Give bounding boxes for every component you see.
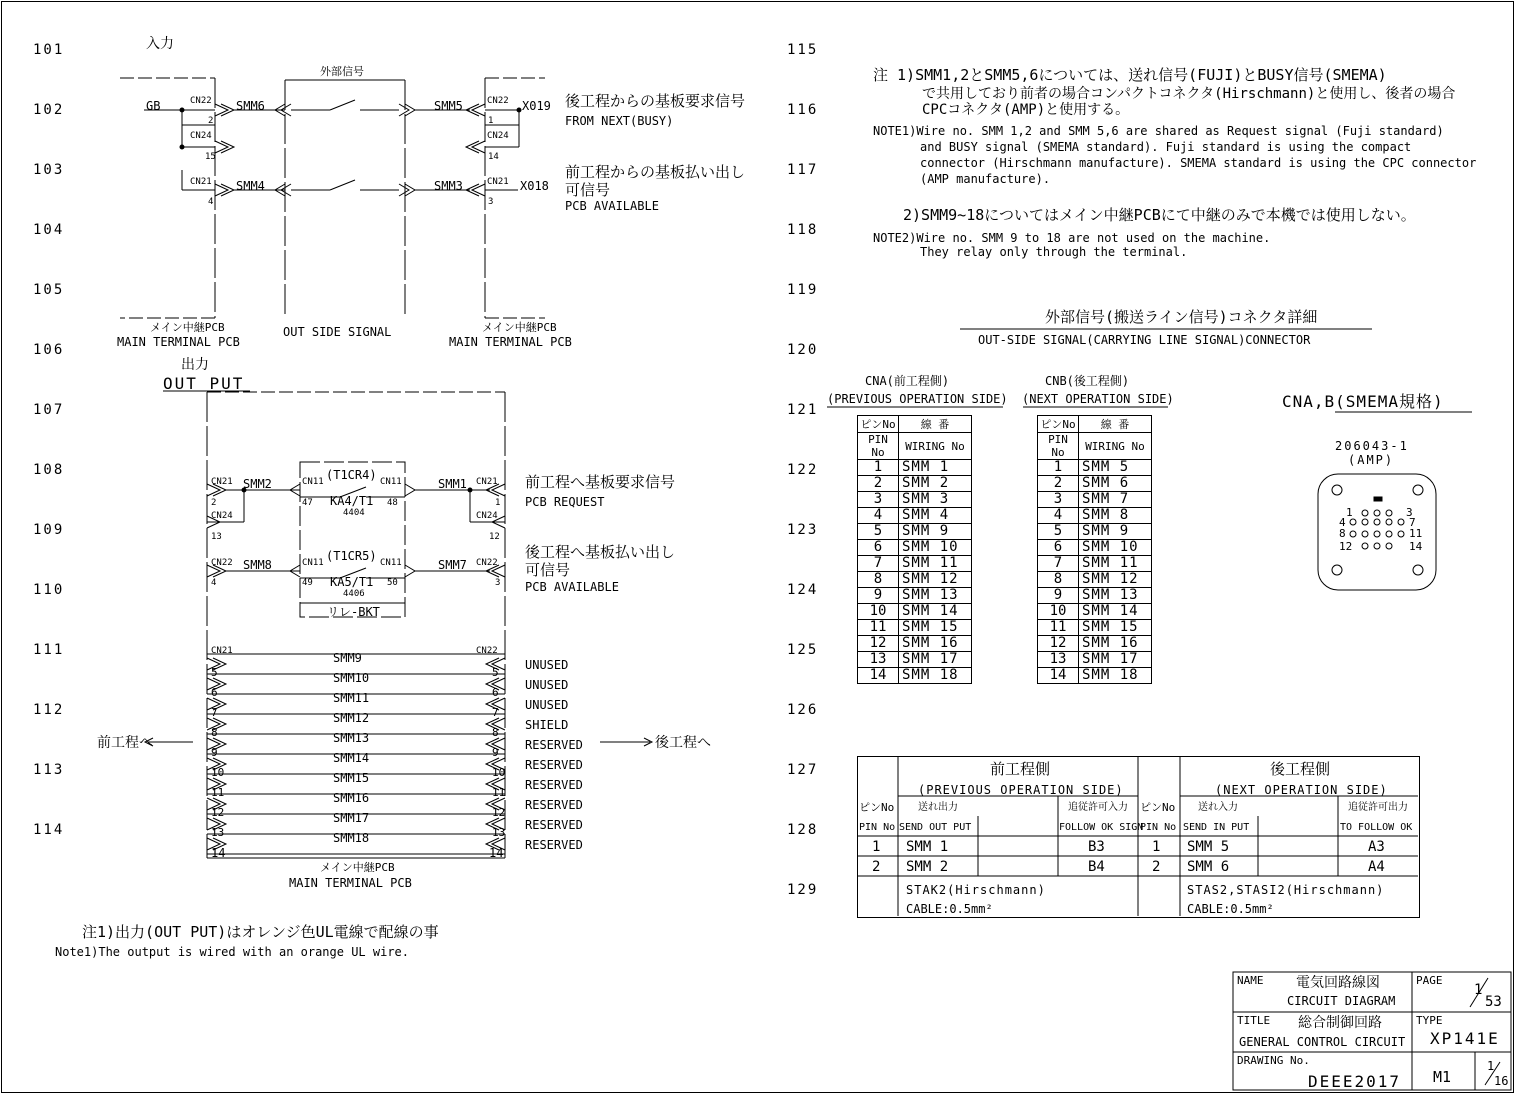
pin-number: 6 — [858, 540, 899, 556]
output-title-jp: 出力 — [181, 357, 209, 373]
prev-side-jp: 前工程側 — [990, 760, 1051, 778]
cn22-right: CN22 — [487, 96, 509, 106]
bus-wire-label: SMM18 — [333, 831, 370, 845]
pin-number: 1 — [858, 460, 899, 476]
tb-title-label: TITLE — [1237, 1014, 1271, 1027]
out-smm1: SMM1 — [438, 477, 467, 491]
out-pin-12: 12 — [489, 532, 500, 542]
pin-number: 5 — [1038, 524, 1079, 540]
wiring-number: SMM 4 — [899, 508, 972, 524]
cna-title-en: (PREVIOUS OPERATION SIDE) — [827, 392, 1008, 406]
wiring-number: SMM 12 — [1079, 572, 1152, 588]
out-smm2: SMM2 — [243, 477, 272, 491]
out-cn21-b: CN21 — [476, 477, 498, 487]
bt-send-in: SMM 5 — [1187, 839, 1230, 855]
output-sig2-en: PCB AVAILABLE — [525, 580, 619, 594]
wiring-number: SMM 14 — [899, 604, 972, 620]
wire-header-jp: 線 番 — [1079, 416, 1152, 433]
relay4-cn11-right: CN11 — [380, 477, 402, 487]
relay-bkt: リレ-BKT — [327, 605, 380, 619]
wiring-number: SMM 10 — [899, 540, 972, 556]
pin-number: 5 — [858, 524, 899, 540]
row-number: 127 — [787, 762, 819, 778]
out-cn22-a: CN22 — [211, 558, 233, 568]
wiring-number: SMM 16 — [1079, 636, 1152, 652]
wiring-number: SMM 13 — [1079, 588, 1152, 604]
bt-pin-b: 1 — [1152, 839, 1161, 855]
wiring-number: SMM 15 — [899, 620, 972, 636]
bus-wire-label: SMM10 — [333, 671, 370, 685]
note1-en3: connector (Hirschmann manufacture). SMEMA standard is using the CPC connector — [920, 156, 1477, 170]
tb-page-num: 1 — [1474, 982, 1483, 998]
note1-jp1: 注 1)SMM1,2とSMM5,6については、送れ信号(FUJI)とBUSY信号(SMEMA) — [873, 66, 1387, 84]
note2-jp: 2)SMM9~18についてはメイン中継PCBにて中継のみで本機では使用しない。 — [903, 206, 1416, 224]
bt-to-follow-en: TO FOLLOW OK — [1340, 822, 1413, 833]
left-note-en: Note1)The output is wired with an orange UL wire. — [55, 945, 410, 959]
pin-number: 4 — [1038, 508, 1079, 524]
tb-drawing-no: DEEE2017 — [1308, 1072, 1402, 1091]
row-number: 101 — [33, 42, 65, 58]
outside-signal-en: OUT SIDE SIGNAL — [283, 325, 392, 339]
out-cn22-b: CN22 — [476, 558, 498, 568]
pin-header-jp: ピンNo — [1038, 416, 1079, 433]
bus-pin-left: 9 — [211, 746, 218, 759]
note1-en4: (AMP manufacture). — [920, 172, 1051, 186]
input-title: 入力 — [146, 36, 174, 52]
out-cn24-b: CN24 — [476, 511, 498, 521]
wiring-number: SMM 18 — [1079, 668, 1152, 684]
bt-to-follow-jp: 追従許可出力 — [1348, 802, 1408, 813]
pin-number: 3 — [1038, 492, 1079, 508]
connector-pin-label: 3 — [1406, 506, 1413, 519]
pin-header-en: PIN No — [1038, 433, 1079, 460]
row-number: 106 — [33, 342, 65, 358]
tb-name-label: NAME — [1237, 974, 1264, 987]
bt-pin-jp-a: ピンNo — [859, 801, 895, 814]
bt-pin-a: 1 — [872, 839, 881, 855]
bt-pin-jp-b: ピンNo — [1140, 801, 1176, 814]
main-pcb-en-left: MAIN TERMINAL PCB — [117, 335, 240, 349]
bus-pin-left: 11 — [211, 786, 225, 799]
bus-pin-right: 12 — [492, 806, 506, 819]
bt-pin-en-a: PIN No — [859, 822, 896, 833]
note1-jp2: で共用しており前者の場合コンパクトコネクタ(Hirschmann)と使用し、後者の場合 — [922, 86, 1456, 102]
row-number: 124 — [787, 582, 819, 598]
row-number: 110 — [33, 582, 65, 598]
input-sig2-jp1: 前工程からの基板払い出し — [565, 163, 746, 181]
bt-follow-ok-jp: 追従許可入力 — [1068, 802, 1128, 813]
relay5-name: (T1CR5) — [326, 549, 377, 563]
note1-en1: NOTE1)Wire no. SMM 1,2 and SMM 5,6 are shared as Request signal (Fuji standard) — [873, 124, 1444, 138]
bus-pin-14-left: 14 — [211, 846, 226, 860]
tb-page-label: PAGE — [1416, 974, 1443, 987]
pin-14-right: 14 — [488, 152, 499, 162]
tb-title-en: GENERAL CONTROL CIRCUIT — [1239, 1035, 1406, 1049]
next-side-jp: 後工程側 — [1270, 760, 1331, 778]
row-number: 129 — [787, 882, 819, 898]
bus-wire-label: SMM11 — [333, 691, 370, 705]
pin-number: 9 — [858, 588, 899, 604]
connector-pin-label: 14 — [1409, 540, 1423, 553]
pin-number: 7 — [858, 556, 899, 572]
bus-cn22: CN22 — [476, 646, 498, 656]
note1-en2: and BUSY signal (SMEMA standard). Fuji standard is using the compact — [920, 140, 1412, 154]
wiring-number: SMM 11 — [899, 556, 972, 572]
left-note-jp: 注1)出力(OUT PUT)はオレンジ色UL電線で配線の事 — [82, 923, 439, 941]
out-smm7: SMM7 — [438, 558, 467, 572]
out-smm8: SMM8 — [243, 558, 272, 572]
row-number: 118 — [787, 222, 819, 238]
relay5-num: 4406 — [343, 589, 365, 599]
bus-status: SHIELD — [525, 718, 569, 732]
row-number: 115 — [787, 42, 819, 58]
part-number: 206043-1 — [1335, 439, 1409, 453]
pin-header-en: PIN No — [858, 433, 899, 460]
to-next-label: 後工程へ — [655, 735, 711, 751]
row-number: 122 — [787, 462, 819, 478]
cable-label-b: CABLE:0.5mm² — [1187, 902, 1274, 916]
tb-type-value: XP141E — [1430, 1029, 1500, 1048]
pin-number: 1 — [1038, 460, 1079, 476]
cn24-right: CN24 — [487, 131, 509, 141]
bus-status: RESERVED — [525, 798, 583, 812]
note2-en1: NOTE2)Wire no. SMM 9 to 18 are not used on the machine. — [873, 231, 1271, 245]
pin-number: 10 — [1038, 604, 1079, 620]
bt-pin-a: 2 — [872, 859, 881, 875]
connector-pin-label: 12 — [1339, 540, 1353, 553]
relay4-name: (T1CR4) — [326, 468, 377, 482]
prev-side-en: (PREVIOUS OPERATION SIDE) — [918, 783, 1124, 797]
outside-signal-jp: 外部信号 — [320, 65, 364, 78]
main-pcb-jp-left: メイン中継PCB — [150, 321, 225, 334]
bus-status: UNUSED — [525, 678, 569, 692]
bus-status: RESERVED — [525, 818, 583, 832]
wiring-number: SMM 8 — [1079, 508, 1152, 524]
row-number: 112 — [33, 702, 65, 718]
to-prev-label: 前工程へ — [97, 735, 153, 751]
pin-number: 8 — [1038, 572, 1079, 588]
out-pin-13: 13 — [211, 532, 222, 542]
bus-wire-label: SMM16 — [333, 791, 370, 805]
pin-number: 4 — [858, 508, 899, 524]
relay5-pin49: 49 — [302, 578, 313, 588]
relay4-cn11-left: CN11 — [302, 477, 324, 487]
pin-number: 7 — [1038, 556, 1079, 572]
row-number: 121 — [787, 402, 819, 418]
row-number: 125 — [787, 642, 819, 658]
bus-wire-label: SMM14 — [333, 751, 370, 765]
wire-header-en: WIRING No — [1079, 433, 1152, 460]
relay5-cn11-right: CN11 — [380, 558, 402, 568]
connector-pin-label: 4 — [1339, 516, 1346, 529]
wiring-number: SMM 2 — [899, 476, 972, 492]
output-sig2-jp1: 後工程へ基板払い出し — [525, 543, 676, 561]
stak-label: STAK2(Hirschmann) — [906, 883, 1046, 897]
main-pcb-en-right: MAIN TERMINAL PCB — [449, 335, 572, 349]
tb-page-total: 53 — [1485, 994, 1502, 1010]
row-number: 123 — [787, 522, 819, 538]
bus-status: RESERVED — [525, 838, 583, 852]
bus-wire-label: SMM13 — [333, 731, 370, 745]
wiring-number: SMM 18 — [899, 668, 972, 684]
bt-to-follow: A3 — [1368, 839, 1385, 855]
bus-pin-right: 9 — [492, 746, 499, 759]
out-cn24: CN24 — [211, 511, 233, 521]
bt-follow-ok-en: FOLLOW OK SIGN — [1059, 822, 1144, 833]
bus-pin-left: 8 — [211, 726, 218, 739]
wiring-number: SMM 1 — [899, 460, 972, 476]
row-number: 109 — [33, 522, 65, 538]
bus-pin-14-right: 14 — [489, 846, 504, 860]
pin-number: 13 — [858, 652, 899, 668]
input-sig2-jp2: 可信号 — [565, 181, 611, 199]
tb-rev: M1 — [1433, 1068, 1452, 1086]
wiring-number: SMM 17 — [899, 652, 972, 668]
bus-pin-left: 5 — [211, 666, 218, 679]
output-sig2-jp2: 可信号 — [525, 561, 571, 579]
wiring-number: SMM 16 — [899, 636, 972, 652]
bus-wire-label: SMM17 — [333, 811, 370, 825]
wiring-number: SMM 5 — [1079, 460, 1152, 476]
relay5-ka: KA5/T1 — [330, 575, 374, 589]
bt-follow: B4 — [1088, 859, 1105, 875]
input-sig1-jp: 後工程からの基板要求信号 — [565, 92, 746, 110]
wiring-number: SMM 9 — [1079, 524, 1152, 540]
bus-status: RESERVED — [525, 778, 583, 792]
bus-pin-left: 7 — [211, 706, 218, 719]
smm3-label: SMM3 — [434, 179, 463, 193]
bt-send-out: SMM 1 — [906, 839, 949, 855]
bus-pin-left: 13 — [211, 826, 225, 839]
smm4-label: SMM4 — [236, 179, 265, 193]
bt-send-in: SMM 6 — [1187, 859, 1230, 875]
pin-number: 14 — [1038, 668, 1079, 684]
connector-title-en: OUT-SIDE SIGNAL(CARRYING LINE SIGNAL)CONNECTOR — [978, 333, 1311, 347]
pin-1-right: 1 — [488, 116, 494, 126]
out-main-pcb-jp: メイン中継PCB — [320, 861, 395, 874]
pin-2-left: 2 — [208, 116, 214, 126]
bus-pin-right: 10 — [492, 766, 506, 779]
relay4-ka: KA4/T1 — [330, 494, 374, 508]
out-pin-1: 1 — [495, 498, 501, 508]
row-number: 128 — [787, 822, 819, 838]
row-number: 107 — [33, 402, 65, 418]
wiring-number: SMM 10 — [1079, 540, 1152, 556]
input-sig2-en: PCB AVAILABLE — [565, 199, 659, 213]
bus-status: UNUSED — [525, 698, 569, 712]
bus-status: RESERVED — [525, 738, 583, 752]
pin-number: 8 — [858, 572, 899, 588]
pin-header-jp: ピンNo — [858, 416, 899, 433]
row-number: 117 — [787, 162, 819, 178]
tb-type-label: TYPE — [1416, 1014, 1443, 1027]
wiring-number: SMM 17 — [1079, 652, 1152, 668]
relay5-pin50: 50 — [387, 578, 398, 588]
cnb-title-jp: CNB(後工程側) — [1045, 374, 1130, 388]
bus-pin-right: 6 — [492, 686, 499, 699]
bt-send-out-en: SEND OUT PUT — [899, 822, 972, 833]
pin-number: 9 — [1038, 588, 1079, 604]
out-pin-4: 4 — [211, 578, 217, 588]
pin-3-right: 3 — [488, 197, 494, 207]
bus-wire-label: SMM9 — [333, 651, 362, 665]
wiring-number: SMM 11 — [1079, 556, 1152, 572]
row-number: 102 — [33, 102, 65, 118]
amp-label: (AMP) — [1348, 453, 1395, 467]
pin-number: 2 — [1038, 476, 1079, 492]
connector-pin-label: 1 — [1346, 506, 1353, 519]
note1-jp3: CPCコネクタ(AMP)と使用する。 — [922, 102, 1130, 118]
out-pin-2: 2 — [211, 498, 217, 508]
bus-pin-right: 13 — [492, 826, 506, 839]
connector-title-jp: 外部信号(搬送ライン信号)コネクタ詳細 — [1045, 308, 1318, 326]
cn21-right: CN21 — [487, 177, 509, 187]
tb-drawing-label: DRAWING No. — [1237, 1054, 1310, 1067]
pin-4-left: 4 — [208, 197, 214, 207]
pin-number: 6 — [1038, 540, 1079, 556]
row-number: 105 — [33, 282, 65, 298]
cna-title-jp: CNA(前工程側) — [865, 374, 950, 388]
cable-label-a: CABLE:0.5mm² — [906, 902, 993, 916]
relay4-num: 4404 — [343, 508, 365, 518]
row-number: 116 — [787, 102, 819, 118]
bt-send-out-jp: 送れ出力 — [918, 802, 958, 813]
tb-sheet-num: 1 — [1487, 1059, 1495, 1073]
note2-en2: They relay only through the terminal. — [920, 245, 1188, 259]
next-side-en: (NEXT OPERATION SIDE) — [1215, 783, 1388, 797]
wiring-number: SMM 6 — [1079, 476, 1152, 492]
row-number: 104 — [33, 222, 65, 238]
smm6-label: SMM6 — [236, 99, 265, 113]
wiring-number: SMM 14 — [1079, 604, 1152, 620]
wire-header-en: WIRING No — [899, 433, 972, 460]
wiring-number: SMM 3 — [899, 492, 972, 508]
wiring-number: SMM 9 — [899, 524, 972, 540]
wire-header-jp: 線 番 — [899, 416, 972, 433]
row-number: 126 — [787, 702, 819, 718]
bus-pin-left: 6 — [211, 686, 218, 699]
pin-15-left: 15 — [205, 152, 216, 162]
bus-pin-left: 12 — [211, 806, 225, 819]
row-number: 103 — [33, 162, 65, 178]
wiring-number: SMM 7 — [1079, 492, 1152, 508]
pin-number: 12 — [1038, 636, 1079, 652]
input-sig1-en: FROM NEXT(BUSY) — [565, 114, 674, 128]
bus-status: UNUSED — [525, 658, 569, 672]
bt-pin-en-b: PIN No — [1140, 822, 1177, 833]
row-number: 111 — [33, 642, 65, 658]
cn22-left: CN22 — [190, 96, 212, 106]
cn21-left: CN21 — [190, 177, 212, 187]
smm5-label: SMM5 — [434, 99, 463, 113]
bt-send-in-jp: 送れ入力 — [1198, 802, 1238, 813]
tb-name-jp: 電気回路線図 — [1296, 975, 1380, 991]
relay4-pin47: 47 — [302, 498, 313, 508]
connector-pin-label: 7 — [1409, 516, 1416, 529]
bt-pin-b: 2 — [1152, 859, 1161, 875]
bus-cn21: CN21 — [211, 646, 233, 656]
bus-status: RESERVED — [525, 758, 583, 772]
out-pin-3: 3 — [495, 578, 501, 588]
pin-number: 11 — [858, 620, 899, 636]
output-sig1-jp: 前工程へ基板要求信号 — [525, 473, 676, 491]
bus-wire-label: SMM15 — [333, 771, 370, 785]
bt-send-in-en: SEND IN PUT — [1183, 822, 1250, 833]
tb-name-en: CIRCUIT DIAGRAM — [1287, 994, 1396, 1008]
main-pcb-jp-right: メイン中継PCB — [482, 321, 557, 334]
row-number: 108 — [33, 462, 65, 478]
smema-title: CNA,B(SMEMA規格) — [1282, 392, 1444, 411]
relay5-cn11-left: CN11 — [302, 558, 324, 568]
relay4-pin48: 48 — [387, 498, 398, 508]
gb-label: GB — [146, 99, 161, 113]
pin-number: 12 — [858, 636, 899, 652]
out-main-pcb-en: MAIN TERMINAL PCB — [289, 876, 412, 890]
cnb-title-en: (NEXT OPERATION SIDE) — [1022, 392, 1174, 406]
output-sig1-en: PCB REQUEST — [525, 495, 605, 509]
stas-label: STAS2,STASI2(Hirschmann) — [1187, 883, 1385, 897]
bus-wire-label: SMM12 — [333, 711, 370, 725]
bt-follow: B3 — [1088, 839, 1105, 855]
wiring-number: SMM 12 — [899, 572, 972, 588]
pin-number: 13 — [1038, 652, 1079, 668]
pin-number: 10 — [858, 604, 899, 620]
row-number: 114 — [33, 822, 65, 838]
out-cn21-a: CN21 — [211, 477, 233, 487]
x018-label: X018 — [520, 179, 549, 193]
pin-number: 14 — [858, 668, 899, 684]
tb-sheet-total: 16 — [1494, 1074, 1509, 1088]
pin-number: 3 — [858, 492, 899, 508]
row-number: 120 — [787, 342, 819, 358]
bt-send-out: SMM 2 — [906, 859, 949, 875]
bus-pin-right: 5 — [492, 666, 499, 679]
bus-pin-left: 10 — [211, 766, 225, 779]
bt-to-follow: A4 — [1368, 859, 1385, 875]
pin-number: 11 — [1038, 620, 1079, 636]
tb-title-jp: 総合制御回路 — [1298, 1015, 1382, 1031]
wiring-number: SMM 15 — [1079, 620, 1152, 636]
pin-number: 2 — [858, 476, 899, 492]
bus-pin-right: 8 — [492, 726, 499, 739]
connector-pin-label: 8 — [1339, 527, 1346, 540]
connector-pin-label: 11 — [1409, 527, 1423, 540]
wiring-number: SMM 13 — [899, 588, 972, 604]
cn24-left: CN24 — [190, 131, 212, 141]
bus-pin-right: 11 — [492, 786, 506, 799]
x019-label: X019 — [522, 99, 551, 113]
row-number: 113 — [33, 762, 65, 778]
row-number: 119 — [787, 282, 819, 298]
output-title-en: OUT PUT — [163, 374, 245, 393]
bus-pin-right: 7 — [492, 706, 499, 719]
